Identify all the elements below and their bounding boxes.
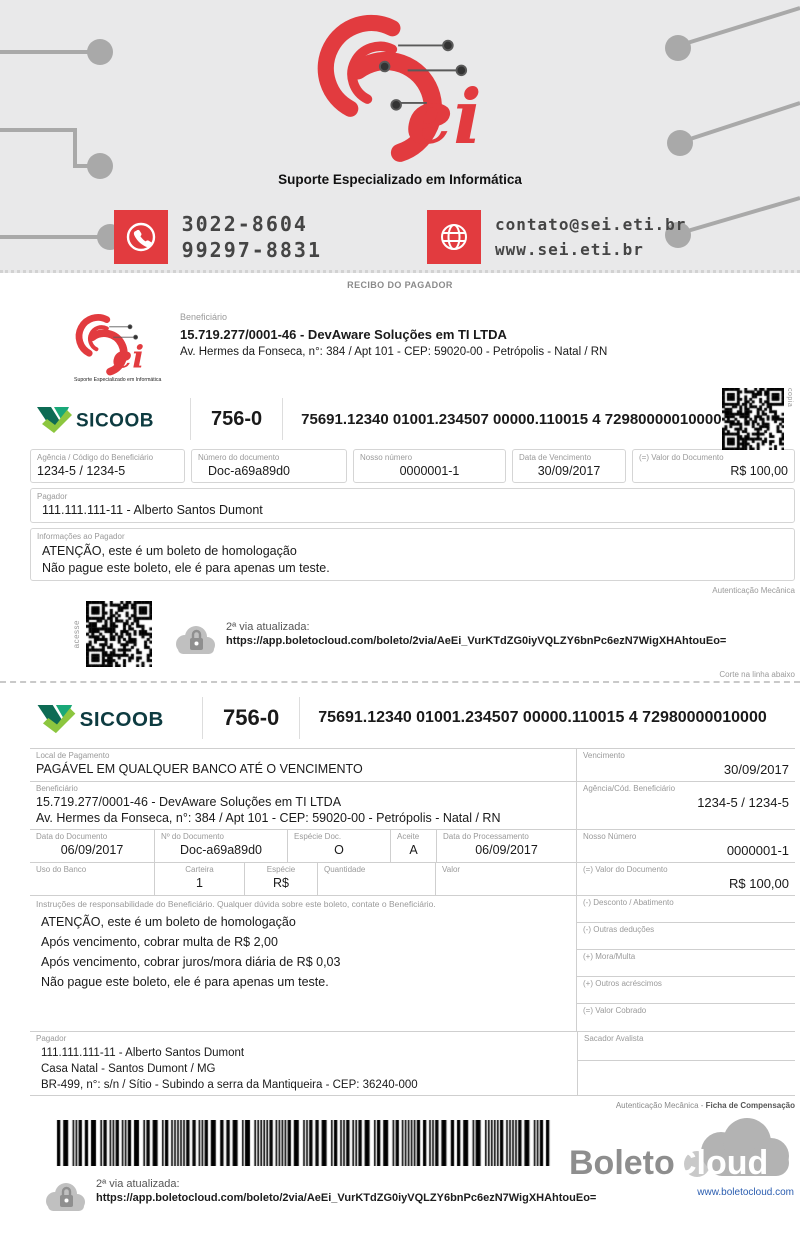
globe-icon-box bbox=[427, 210, 481, 264]
cell-label: Espécie Doc. bbox=[294, 832, 342, 841]
pagador-line: 111.111.111-11 - Alberto Santos Dumont bbox=[41, 1047, 245, 1059]
field-valor bbox=[632, 449, 795, 483]
company-tagline: Suporte Especializado em Informática bbox=[278, 172, 522, 187]
beneficiary-info bbox=[180, 312, 607, 358]
cell-value: 1 bbox=[196, 876, 203, 890]
sacador-avalista-label: Sacador Avalista bbox=[584, 1034, 644, 1043]
svg-text:Suporte Especializado em Infor: Suporte Especializado em Informática bbox=[74, 377, 162, 384]
cell-value: Doc-a69a89d0 bbox=[179, 843, 262, 857]
cell-label: Data do Processamento bbox=[443, 832, 529, 841]
beneficiary-block bbox=[62, 312, 800, 384]
pagador-label: Pagador bbox=[37, 492, 68, 501]
phone-icon-box bbox=[114, 210, 168, 264]
cell-value: O bbox=[334, 843, 344, 857]
qr-code-image bbox=[722, 388, 784, 450]
field-value: 30/09/2017 bbox=[537, 464, 601, 478]
valor-documento-value: R$ 100,00 bbox=[729, 876, 789, 891]
cell-label: Espécie bbox=[266, 865, 296, 874]
boletocloud-url[interactable]: www.boletocloud.com bbox=[697, 1187, 794, 1198]
cell-value: 06/09/2017 bbox=[475, 843, 538, 857]
svg-text:SICOOB: SICOOB bbox=[76, 410, 154, 432]
vencimento-label: Vencimento bbox=[583, 751, 625, 760]
cell-label: Quantidade bbox=[324, 865, 366, 874]
svg-text:ei: ei bbox=[112, 339, 145, 376]
cloud-lock-icon bbox=[42, 1180, 88, 1214]
svg-text:Cloud: Cloud bbox=[672, 1144, 769, 1182]
beneficiario-line: Av. Hermes da Fonseca, n°: 384 / Apt 101 - CEP: 59020-00 - Petrópolis - Natal / RN bbox=[36, 811, 501, 825]
field-label: Nosso número bbox=[360, 453, 413, 462]
instrucoes-line: Após vencimento, cobrar juros/mora diária de R$ 0,03 bbox=[41, 955, 341, 969]
sicoob-logo bbox=[30, 694, 192, 742]
beneficiary-address: Av. Hermes da Fonseca, n°: 384 / Apt 101 - CEP: 59020-00 - Petrópolis - Natal / RN bbox=[180, 346, 608, 358]
cell-label: Valor bbox=[442, 865, 461, 874]
pagador-value: 111.111.111-11 - Alberto Santos Dumont bbox=[42, 503, 263, 517]
receipt-title: RECIBO DO PAGADOR bbox=[347, 280, 453, 290]
cell-label: Uso do Banco bbox=[36, 865, 87, 874]
beneficiary-name: 15.719.277/0001-46 - DevAware Soluções em TI LTDA bbox=[180, 327, 507, 342]
informacoes-line: ATENÇÃO, este é um boleto de homologação bbox=[42, 544, 297, 558]
field-label: Agência / Código do Beneficiário bbox=[37, 453, 154, 462]
beneficiario-label: Beneficiário bbox=[36, 784, 78, 793]
cell-value: R$ bbox=[273, 876, 289, 890]
nosso-numero-label: Nosso Número bbox=[583, 832, 637, 841]
globe-icon bbox=[437, 220, 471, 254]
bank-header-row bbox=[30, 388, 795, 444]
local-pagamento-label: Local de Pagamento bbox=[36, 751, 110, 760]
digitable-line: 75691.12340 01001.234507 00000.110015 4 72980000010000 bbox=[301, 410, 722, 428]
informacoes-label: Informações ao Pagador bbox=[37, 532, 125, 541]
cell-label: Carteira bbox=[185, 865, 214, 874]
beneficiario-line: 15.719.277/0001-46 - DevAware Soluções em TI LTDA bbox=[36, 795, 342, 809]
autenticacao-ficha bbox=[30, 1101, 795, 1110]
informacoes-line: Não pague este boleto, ele é para apenas um teste. bbox=[42, 561, 330, 575]
cell-label: Aceite bbox=[397, 832, 420, 841]
cell-label: Data do Documento bbox=[36, 832, 108, 841]
beneficiary-label: Beneficiário bbox=[180, 312, 228, 322]
valor-cobrado-label: (=) Valor Cobrado bbox=[583, 1006, 647, 1015]
field-vencimento bbox=[512, 449, 626, 483]
nosso-numero-value: 0000001-1 bbox=[726, 843, 789, 858]
instrucoes-line: Não pague este boleto, ele é para apenas um teste. bbox=[41, 975, 329, 989]
cloud-lock-icon bbox=[172, 623, 218, 657]
cut-line bbox=[0, 681, 800, 683]
autenticacao-bold: Ficha de Compensação bbox=[705, 1101, 795, 1110]
mora-multa-label: (+) Mora/Multa bbox=[583, 952, 636, 961]
pagador-line: BR-499, n°: s/n / Sítio - Subindo a serra da Mantiqueira - CEP: 36240-000 bbox=[41, 1079, 418, 1091]
web-contact bbox=[427, 210, 686, 264]
sei-logo-small bbox=[62, 312, 162, 384]
autenticacao-prefix: Autenticação Mecânica - bbox=[615, 1101, 706, 1110]
segunda-via-url[interactable]: https://app.boletocloud.com/boleto/2via/AeEi_VurKTdZG0iyVQLZY6bnPc6ezN7WigXHAhtouEo= bbox=[226, 635, 727, 647]
agencia-label: Agência/Cód. Beneficiário bbox=[583, 784, 676, 793]
instrucoes-line: Após vencimento, cobrar multa de R$ 2,00 bbox=[41, 935, 278, 949]
table-row bbox=[30, 863, 795, 896]
phone-contact bbox=[114, 210, 322, 264]
table-row bbox=[30, 830, 795, 863]
segunda-via-url[interactable]: https://app.boletocloud.com/boleto/2via/AeEi_VurKTdZG0iyVQLZY6bnPc6ezN7WigXHAhtouEo= bbox=[96, 1192, 597, 1204]
pagador-box bbox=[30, 488, 795, 523]
ficha-table bbox=[30, 748, 795, 1096]
segunda-via-block bbox=[42, 1176, 596, 1214]
pagador-line: Casa Natal - Santos Dumont / MG bbox=[41, 1063, 216, 1075]
vencimento-value: 30/09/2017 bbox=[723, 762, 789, 777]
boletocloud-logo bbox=[569, 1116, 794, 1198]
divider bbox=[282, 398, 283, 440]
website-address: www.sei.eti.br bbox=[495, 240, 644, 259]
field-label: (=) Valor do Documento bbox=[639, 453, 724, 462]
field-numero-documento bbox=[191, 449, 347, 483]
field-label: Número do documento bbox=[198, 453, 280, 462]
valor-documento-label: (=) Valor do Documento bbox=[583, 865, 668, 874]
divider bbox=[202, 697, 203, 739]
pagador-label: Pagador bbox=[36, 1034, 67, 1043]
field-agencia bbox=[30, 449, 185, 483]
bank-header-row bbox=[30, 693, 795, 743]
autenticacao-mecanica: Autenticação Mecânica bbox=[712, 586, 795, 595]
field-value: Doc-a69a89d0 bbox=[208, 464, 291, 478]
boletocloud-logo-image bbox=[569, 1116, 794, 1188]
table-row bbox=[30, 782, 795, 830]
qr-code-image bbox=[86, 601, 152, 667]
company-header bbox=[0, 0, 800, 273]
email-address: contato@sei.eti.br bbox=[495, 215, 687, 234]
bank-code: 756-0 bbox=[211, 407, 263, 430]
desconto-label: (-) Desconto / Abatimento bbox=[583, 898, 674, 907]
instrucoes-line: ATENÇÃO, este é um boleto de homologação bbox=[41, 915, 296, 929]
phone-number-1: 3022-8604 bbox=[181, 212, 308, 236]
receipt-fields-row bbox=[30, 449, 795, 483]
instrucoes-label: Instruções de responsabilidade do Beneficiário. Qualquer dúvida sobre este boleto, contate o Beneficiário. bbox=[36, 899, 436, 909]
table-row bbox=[30, 749, 795, 782]
sicoob-logo bbox=[30, 397, 180, 441]
barcode-image bbox=[55, 1120, 555, 1166]
phone-icon bbox=[123, 219, 159, 255]
cell-value: 06/09/2017 bbox=[60, 843, 124, 857]
contact-row bbox=[0, 210, 800, 264]
bottom-section bbox=[0, 1114, 800, 1234]
phone-numbers bbox=[182, 211, 322, 263]
field-value: 0000001-1 bbox=[399, 464, 460, 478]
digitable-line: 75691.12340 01001.234507 00000.110015 4 72980000010000 bbox=[318, 709, 767, 726]
qr-side-label: copia bbox=[786, 388, 793, 408]
receipt-section bbox=[30, 388, 795, 667]
field-label: Data de Vencimento bbox=[519, 453, 592, 462]
divider bbox=[190, 398, 191, 440]
segunda-via-label: 2ª via atualizada: bbox=[96, 1178, 180, 1190]
cell-label: Nº do Documento bbox=[161, 832, 224, 841]
bank-code: 756-0 bbox=[223, 705, 280, 730]
segunda-via-text bbox=[96, 1178, 596, 1204]
table-row bbox=[30, 1032, 795, 1096]
outras-deducoes-label: (-) Outras deduções bbox=[583, 925, 655, 934]
qr-corner bbox=[722, 388, 793, 450]
segunda-via-text bbox=[226, 621, 726, 647]
segunda-via-block bbox=[72, 601, 795, 667]
web-addresses bbox=[495, 212, 686, 262]
outros-acrescimos-label: (+) Outros acréscimos bbox=[583, 979, 662, 988]
divider bbox=[299, 697, 300, 739]
table-row bbox=[30, 896, 795, 1032]
sei-logo bbox=[285, 10, 515, 170]
field-value: R$ 100,00 bbox=[730, 464, 788, 478]
qr-side-label: acesse bbox=[72, 619, 81, 649]
corte-label: Corte na linha abaixo bbox=[719, 670, 795, 679]
agencia-value: 1234-5 / 1234-5 bbox=[697, 795, 789, 810]
ficha-section bbox=[30, 693, 795, 1110]
svg-text:SICOOB: SICOOB bbox=[79, 708, 164, 732]
informacoes-box bbox=[30, 528, 795, 581]
phone-number-2: 99297-8831 bbox=[181, 238, 323, 262]
cell-value: A bbox=[409, 843, 418, 857]
segunda-via-label: 2ª via atualizada: bbox=[226, 621, 310, 633]
svg-text:ei: ei bbox=[405, 73, 482, 162]
field-nosso-numero bbox=[353, 449, 506, 483]
svg-text:Boleto: Boleto bbox=[569, 1144, 675, 1182]
field-value: 1234-5 / 1234-5 bbox=[37, 464, 126, 478]
local-pagamento-value: PAGÁVEL EM QUALQUER BANCO ATÉ O VENCIMENTO bbox=[36, 762, 363, 776]
